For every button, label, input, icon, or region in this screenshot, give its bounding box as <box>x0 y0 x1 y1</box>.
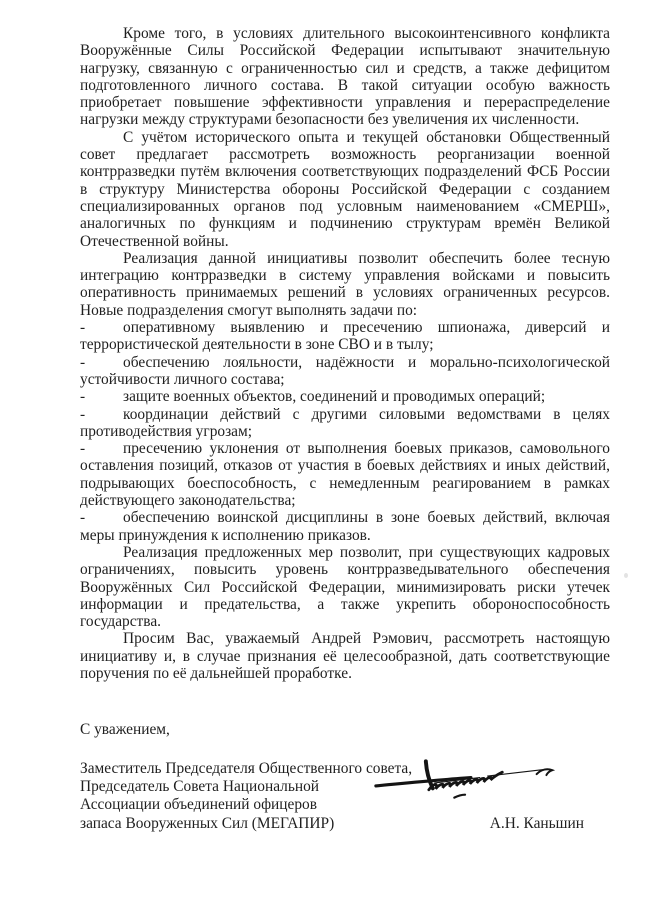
list-dash: - <box>80 440 86 458</box>
signer-name: А.Н. Каньшин <box>489 814 584 832</box>
list-item <box>80 354 610 389</box>
paragraph-1: Кроме того, в условиях длительного высокоинтенсивного конфликта Вооружённые Силы Российской Федерации испытывают значительную нагрузку, связанную с ограниченностью сил и средств, а также дефицитом подготовленного личного состава. В такой ситуации особую важность приобретает повышение эффективности управления и перераспределение нагрузки между структурами безопасности без увеличения их численности. <box>80 25 610 129</box>
signer-titles <box>80 760 412 834</box>
letter-body <box>80 25 610 833</box>
signer-title-line: Заместитель Председателя Общественного совета, <box>80 759 413 777</box>
list-item-text: оперативному выявлению и пресечению шпионажа, диверсий и террористической деятельности в зоне СВО и в тылу; <box>80 319 610 354</box>
list-item <box>80 388 610 405</box>
list-dash: - <box>80 509 86 527</box>
paragraph-4: Реализация предложенных мер позволит, при существующих кадровых ограничениях, повысить уровень контрразведывательного обеспечения Вооружённых Сил Российской Федерации, минимизировать риски утечек информации и предательства, а также укрепить обороноспособность государства. <box>80 543 610 631</box>
list-dash: - <box>80 353 86 371</box>
list-dash: - <box>80 405 86 423</box>
list-dash: - <box>80 319 86 337</box>
list-item-text: координации действий с другими силовыми ведомствами в целях противодействия угрозам; <box>80 405 610 440</box>
paragraph-2: С учётом исторического опыта и текущей обстановки Общественный совет предлагает рассмотреть возможность реорганизации военной контрразведки путём включения соответствующих подразделений ФСБ России в структуру Министерства обороны Российской Федерации с созданием специализированных органов под условным наименованием «СМЕРШ», аналогичных по функциям и подчинению структурам времён Великой Отечественной войны. <box>80 128 610 250</box>
paragraph-3: Реализация данной инициативы позволит обеспечить более тесную интеграцию контрразведки в систему управления войсками и повысить оперативность принимаемых решений в условиях ограниченных ресурсов. Новые подразделения смогут выполнять задачи по: <box>80 249 610 319</box>
paragraph-5: Просим Вас, уважаемый Андрей Рэмович, рассмотреть настоящую инициативу и, в случае признания её целесообразной, дать соответствующие поручения по её дальнейшей проработке. <box>80 630 610 682</box>
signer-title-line: Ассоциации объединений офицеров <box>80 796 317 814</box>
signer-title-line: запаса Вооруженных Сил (МЕГАПИР) <box>80 814 335 832</box>
scan-speck <box>624 573 628 578</box>
closing-salutation: С уважением, <box>80 721 170 739</box>
list-item <box>80 509 610 544</box>
list-item <box>80 440 610 509</box>
list-item-text: защите военных объектов, соединений и проводимых операций; <box>123 388 546 406</box>
list-item-text: пресечению уклонения от выполнения боевых приказов, самовольного оставления позиций, отказов от участия в боевых действиях и иных действий, подрывающих боеспособность, с немедленным реагированием в рамках действующего законодательства; <box>80 440 610 510</box>
list-dash: - <box>80 388 86 406</box>
list-item-text: обеспечению лояльности, надёжности и морально-психологической устойчивости личного состава; <box>80 353 610 388</box>
signer-title-line: Председатель Совета Национальной <box>80 777 320 795</box>
list-item <box>80 406 610 441</box>
list-item-text: обеспечению воинской дисциплины в зоне боевых действий, включая меры принуждения к исполнению приказов. <box>80 509 610 544</box>
list-item <box>80 319 610 354</box>
signature-block <box>80 760 610 834</box>
